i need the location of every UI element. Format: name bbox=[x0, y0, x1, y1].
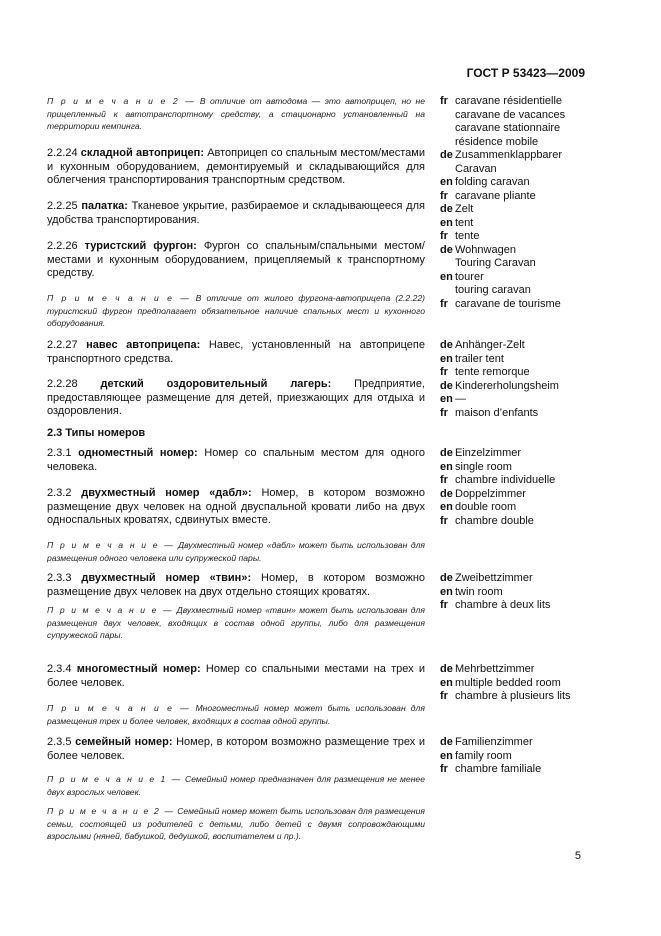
language-code: de bbox=[440, 736, 453, 748]
language-code: en bbox=[440, 501, 453, 513]
language-code: en bbox=[440, 749, 453, 762]
language-code: fr bbox=[440, 763, 448, 775]
equivalent-text: caravane stationnaire bbox=[455, 122, 561, 134]
equivalent-term bbox=[440, 298, 640, 312]
term-entry: 2.2.25 палатка: Тканевое укрытие, разбираемое и складывающееся для удобства транспортирования. bbox=[47, 200, 425, 226]
equivalent-text: Anhänger-Zelt bbox=[455, 339, 525, 351]
equivalents-group bbox=[440, 736, 640, 777]
equivalent-text: Einzelzimmer bbox=[455, 447, 522, 459]
note: П р и м е ч а н и е 2 — В отличие от автодома — это автоприцеп, но не прицепленный к автотранспортному средству, а стационарно установленный на территории кемпинга. bbox=[47, 96, 425, 131]
note: П р и м е ч а н и е — Двухместный номер «твин» может быть использован для размещения двух человек, входящих в состав одной группы, либо для размещения супружеской пары. bbox=[47, 605, 425, 640]
equivalent-text: maison d’enfants bbox=[455, 406, 539, 419]
language-code: de bbox=[440, 487, 453, 500]
equivalent-text: trailer tent bbox=[455, 352, 504, 365]
language-code: en bbox=[440, 393, 453, 405]
equivalent-text: Wohnwagen bbox=[455, 243, 516, 256]
equivalent-term bbox=[440, 366, 640, 380]
note: П р и м е ч а н и е 1 — Семейный номер предназначен для размещения не менее двух взрослых человек. bbox=[47, 774, 425, 797]
language-code: de bbox=[440, 149, 453, 161]
language-code: fr bbox=[440, 366, 448, 378]
equivalent-text: Zelt bbox=[455, 203, 474, 215]
equivalent-term bbox=[440, 122, 640, 136]
equivalent-text: family room bbox=[455, 749, 512, 762]
equivalents-group bbox=[440, 339, 640, 420]
equivalent-text: Zusammenklappbarer bbox=[455, 149, 562, 161]
equivalent-term bbox=[440, 447, 640, 461]
term-entry: 2.3.3 двухместный номер «твин»: Номер, в котором возможно размещение двух человек на двух отдельно стоящих кроватях. bbox=[47, 572, 426, 598]
language-code: de bbox=[440, 663, 453, 675]
equivalent-text: single room bbox=[455, 460, 512, 473]
equivalents-group bbox=[440, 663, 640, 704]
equivalents-group bbox=[440, 95, 640, 311]
language-code: de bbox=[440, 243, 453, 256]
equivalent-text: Doppelzimmer bbox=[455, 487, 526, 500]
equivalent-term bbox=[440, 149, 640, 163]
term-entry: 2.3.5 семейный номер: Номер, в котором возможно размещение трех и более человек. bbox=[47, 736, 425, 762]
language-code: en bbox=[440, 270, 453, 283]
equivalent-term bbox=[440, 750, 640, 764]
equivalent-term bbox=[440, 284, 640, 298]
equivalent-text: tent bbox=[455, 216, 474, 229]
term-entry: 2.3.2 двухместный номер «дабл»: Номер, в котором возможно размещение двух человек на одной двуспальной кровати либо на двух односпальных кроватях, сдвинутых вместе. bbox=[47, 487, 425, 526]
language-code: en bbox=[440, 585, 453, 598]
section-heading: 2.3 Типы номеров bbox=[47, 427, 146, 439]
language-code: fr bbox=[440, 189, 448, 202]
equivalent-term bbox=[440, 461, 640, 475]
equivalent-term bbox=[440, 599, 640, 613]
equivalent-term bbox=[440, 474, 640, 488]
equivalent-term bbox=[440, 109, 640, 123]
note: П р и м е ч а н и е 2 — Семейный номер может быть использован для размещения семьи, состоящей из родителей с детьми, либо детей с двумя сопровождающими взрослыми (няней, бабушкой, дедушкой, воспитателем и пр.). bbox=[47, 806, 426, 841]
language-code: en bbox=[440, 216, 453, 229]
language-code: de bbox=[440, 447, 453, 459]
language-code: fr bbox=[440, 599, 448, 611]
equivalent-text: twin room bbox=[455, 585, 503, 598]
equivalent-term bbox=[440, 572, 640, 586]
equivalent-text: Zweibettzimmer bbox=[455, 572, 533, 584]
equivalent-term bbox=[440, 353, 640, 367]
equivalent-term bbox=[440, 230, 640, 244]
equivalent-text: double room bbox=[455, 501, 517, 513]
equivalent-text: tente bbox=[455, 230, 480, 242]
term-entry: 2.2.26 туристский фургон: Фургон со спальным/спальными местом/местами и кухонным оборудованием, прицепляемый к транспортному средству. bbox=[47, 240, 425, 279]
equivalent-term bbox=[440, 515, 640, 529]
equivalent-term bbox=[440, 203, 640, 217]
equivalent-text: touring caravan bbox=[455, 284, 531, 296]
equivalent-term bbox=[440, 257, 640, 271]
equivalent-text: chambre double bbox=[455, 514, 534, 527]
language-code: en bbox=[440, 176, 453, 188]
equivalent-term bbox=[440, 677, 640, 691]
term-entry: 2.3.1 одноместный номер: Номер со спальным местом для одного человека. bbox=[47, 447, 426, 473]
equivalent-term bbox=[440, 488, 640, 502]
equivalent-term bbox=[440, 217, 640, 231]
language-code: de bbox=[440, 339, 453, 351]
note: П р и м е ч а н и е — Многоместный номер может быть использован для размещения трех и более человек, входящих в состав одной группы. bbox=[47, 703, 425, 726]
document-code: ГОСТ Р 53423—2009 bbox=[466, 66, 585, 80]
equivalent-term bbox=[440, 407, 640, 421]
language-code: en bbox=[440, 352, 453, 365]
equivalent-term bbox=[440, 95, 640, 109]
language-code: de bbox=[440, 572, 453, 584]
equivalent-term bbox=[440, 586, 640, 600]
equivalent-term bbox=[440, 736, 640, 750]
equivalent-text: — bbox=[455, 393, 466, 405]
equivalent-text: caravane résidentielle bbox=[455, 95, 563, 107]
equivalent-text: caravane de vacances bbox=[455, 108, 566, 121]
term-entry: 2.2.27 навес автоприцепа: Навес, установленный на автоприцепе транспортного средства. bbox=[47, 339, 425, 365]
note: П р и м е ч а н и е — Двухместный номер «дабл» может быть использован для размещения одного человека или супружеской пары. bbox=[47, 540, 426, 563]
language-code: fr bbox=[440, 690, 448, 702]
language-code: fr bbox=[440, 297, 448, 310]
language-code: fr bbox=[440, 514, 448, 527]
equivalent-text: chambre à plusieurs lits bbox=[455, 690, 571, 702]
equivalent-text: Touring Caravan bbox=[455, 257, 536, 269]
equivalent-text: caravane pliante bbox=[455, 189, 536, 202]
equivalent-term bbox=[440, 380, 640, 394]
equivalent-text: caravane de tourisme bbox=[455, 297, 561, 310]
language-code: fr bbox=[440, 474, 448, 486]
equivalents-group bbox=[440, 572, 640, 613]
equivalent-text: multiple bedded room bbox=[455, 676, 561, 689]
equivalent-term bbox=[440, 690, 640, 704]
equivalent-text: Familienzimmer bbox=[455, 736, 533, 748]
language-code: fr bbox=[440, 95, 448, 107]
equivalent-term bbox=[440, 339, 640, 353]
equivalent-term bbox=[440, 763, 640, 777]
page-number: 5 bbox=[574, 850, 581, 862]
term-entry: 2.2.28 детский оздоровительный лагерь: Предприятие, предоставляющее размещение для детей, приезжающих для отдыха и оздоровления. bbox=[47, 378, 425, 417]
equivalent-term bbox=[440, 393, 640, 407]
equivalent-term bbox=[440, 190, 640, 204]
language-code: de bbox=[440, 203, 453, 215]
equivalent-text: Mehrbettzimmer bbox=[455, 663, 535, 675]
equivalent-term bbox=[440, 271, 640, 285]
equivalent-term bbox=[440, 663, 640, 677]
equivalent-text: Kindererholungsheim bbox=[455, 379, 559, 392]
equivalents-group bbox=[440, 447, 640, 528]
language-code: fr bbox=[440, 230, 448, 242]
equivalent-text: Caravan bbox=[455, 162, 497, 175]
language-code: en bbox=[440, 460, 453, 473]
equivalent-term bbox=[440, 163, 640, 177]
equivalent-text: chambre à deux lits bbox=[455, 599, 551, 611]
equivalent-text: chambre individuelle bbox=[455, 474, 556, 486]
term-entry: 2.3.4 многоместный номер: Номер со спальными местами на трех и более человек. bbox=[47, 663, 425, 689]
note: П р и м е ч а н и е — В отличие от жилого фургона-автоприцепа (2.2.22) туристский фургон предполагает обязательное наличие спальных мест и кухонного оборудования. bbox=[47, 293, 425, 328]
language-code: en bbox=[440, 676, 453, 689]
language-code: de bbox=[440, 379, 453, 392]
equivalent-term bbox=[440, 501, 640, 515]
equivalent-term bbox=[440, 244, 640, 258]
equivalent-text: tourer bbox=[455, 270, 484, 283]
language-code: fr bbox=[440, 406, 448, 419]
equivalent-text: folding caravan bbox=[455, 176, 530, 188]
equivalent-text: tente remorque bbox=[455, 366, 530, 378]
equivalent-text: chambre familiale bbox=[455, 763, 542, 775]
term-entry: 2.2.24 складной автоприцеп: Автоприцеп со спальным местом/местами и кухонным оборудованием, демонтируемый и складывающийся для облегчения транспортирования транспортным средством. bbox=[47, 147, 425, 186]
equivalent-term bbox=[440, 176, 640, 190]
equivalent-text: résidence mobile bbox=[455, 135, 539, 148]
equivalent-term bbox=[440, 136, 640, 150]
